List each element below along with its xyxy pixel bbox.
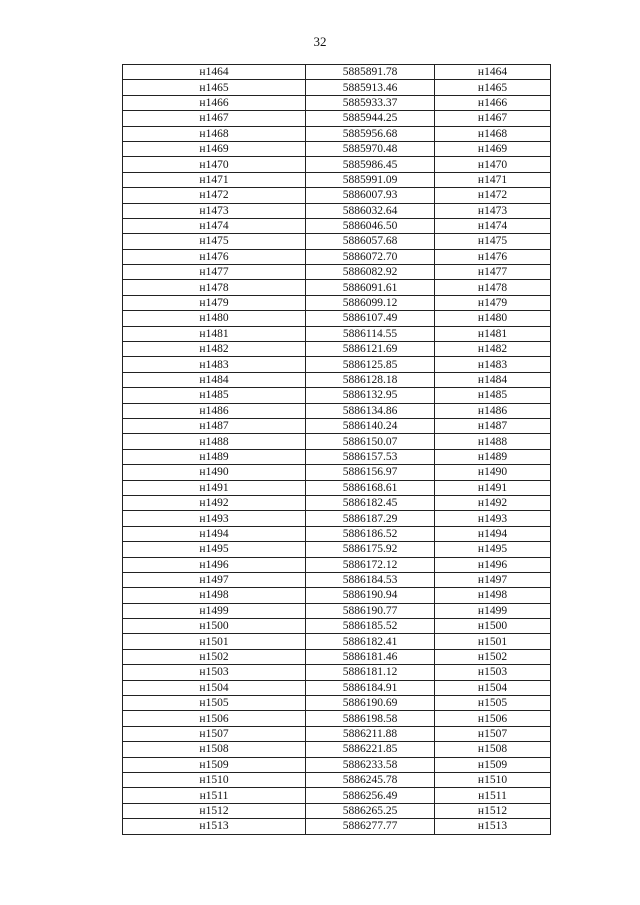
coordinate-cell: 5886140.24 [306,418,435,433]
point-ref-cell: н1468 [435,126,551,141]
coordinate-cell: 5885944.25 [306,111,435,126]
point-ref-cell: н1475 [435,234,551,249]
coordinate-cell: 5886157.53 [306,449,435,464]
table-row [123,649,551,664]
point-id-cell: н1496 [123,557,306,572]
point-id-cell: н1467 [123,111,306,126]
table-row [123,588,551,603]
point-ref-cell: н1482 [435,342,551,357]
table-row [123,434,551,449]
coordinate-cell: 5886125.85 [306,357,435,372]
coordinates-table [122,64,551,835]
table-row [123,603,551,618]
point-ref-cell: н1480 [435,311,551,326]
table-row [123,742,551,757]
point-id-cell: н1466 [123,95,306,110]
coordinate-cell: 5886046.50 [306,218,435,233]
coordinate-cell: 5886181.46 [306,649,435,664]
point-id-cell: н1499 [123,603,306,618]
coordinate-cell: 5886128.18 [306,372,435,387]
table-row [123,234,551,249]
point-ref-cell: н1470 [435,157,551,172]
point-ref-cell: н1494 [435,526,551,541]
point-ref-cell: н1504 [435,680,551,695]
coordinate-cell: 5886211.88 [306,726,435,741]
table-row [123,696,551,711]
coordinate-cell: 5886114.55 [306,326,435,341]
coordinate-cell: 5886057.68 [306,234,435,249]
coordinate-cell: 5886190.94 [306,588,435,603]
point-id-cell: н1490 [123,465,306,480]
coordinate-cell: 5886190.77 [306,603,435,618]
table-row [123,526,551,541]
coordinate-cell: 5886190.69 [306,696,435,711]
point-id-cell: н1510 [123,772,306,787]
coordinate-cell: 5886277.77 [306,819,435,834]
table-row [123,126,551,141]
point-ref-cell: н1502 [435,649,551,664]
coordinate-cell: 5886184.53 [306,572,435,587]
point-ref-cell: н1510 [435,772,551,787]
point-id-cell: н1498 [123,588,306,603]
point-ref-cell: н1472 [435,188,551,203]
point-ref-cell: н1497 [435,572,551,587]
table-row [123,572,551,587]
coordinate-cell: 5886091.61 [306,280,435,295]
point-id-cell: н1465 [123,80,306,95]
table-row [123,280,551,295]
coordinate-cell: 5885970.48 [306,141,435,156]
point-ref-cell: н1491 [435,480,551,495]
point-ref-cell: н1471 [435,172,551,187]
point-id-cell: н1493 [123,511,306,526]
coordinate-cell: 5886132.95 [306,388,435,403]
coordinate-cell: 5886121.69 [306,342,435,357]
coordinate-cell: 5886099.12 [306,295,435,310]
table-row [123,465,551,480]
table-row [123,311,551,326]
point-id-cell: н1492 [123,495,306,510]
point-id-cell: н1469 [123,141,306,156]
coordinate-cell: 5886182.41 [306,634,435,649]
coordinate-cell: 5885991.09 [306,172,435,187]
coordinate-cell: 5886156.97 [306,465,435,480]
table-row [123,326,551,341]
coordinate-cell: 5886184.91 [306,680,435,695]
coordinate-cell: 5886187.29 [306,511,435,526]
point-ref-cell: н1464 [435,65,551,80]
coordinate-cell: 5886198.58 [306,711,435,726]
coordinate-cell: 5886134.86 [306,403,435,418]
point-id-cell: н1511 [123,788,306,803]
point-id-cell: н1507 [123,726,306,741]
coordinate-cell: 5886082.92 [306,265,435,280]
coordinate-cell: 5886185.52 [306,619,435,634]
table-row [123,819,551,834]
coordinate-cell: 5886245.78 [306,772,435,787]
point-id-cell: н1477 [123,265,306,280]
point-ref-cell: н1500 [435,619,551,634]
point-id-cell: н1488 [123,434,306,449]
table-row [123,680,551,695]
coordinate-cell: 5886168.61 [306,480,435,495]
point-ref-cell: н1474 [435,218,551,233]
point-id-cell: н1506 [123,711,306,726]
table-row [123,449,551,464]
point-id-cell: н1471 [123,172,306,187]
point-id-cell: н1472 [123,188,306,203]
coordinate-cell: 5886233.58 [306,757,435,772]
point-ref-cell: н1511 [435,788,551,803]
table-row [123,80,551,95]
point-ref-cell: н1479 [435,295,551,310]
point-id-cell: н1486 [123,403,306,418]
table-row [123,388,551,403]
point-id-cell: н1503 [123,665,306,680]
table-row [123,619,551,634]
table-row [123,542,551,557]
table-row [123,357,551,372]
table-row [123,295,551,310]
coordinate-cell: 5886032.64 [306,203,435,218]
point-id-cell: н1505 [123,696,306,711]
table-row [123,249,551,264]
table-row [123,203,551,218]
point-id-cell: н1508 [123,742,306,757]
point-id-cell: н1497 [123,572,306,587]
point-id-cell: н1483 [123,357,306,372]
point-ref-cell: н1508 [435,742,551,757]
table-body [123,65,551,835]
point-id-cell: н1470 [123,157,306,172]
point-ref-cell: н1467 [435,111,551,126]
coordinate-cell: 5885986.45 [306,157,435,172]
table-row [123,141,551,156]
table-row [123,95,551,110]
point-ref-cell: н1483 [435,357,551,372]
page-number: 32 [313,34,327,49]
coordinate-cell: 5886072.70 [306,249,435,264]
point-id-cell: н1474 [123,218,306,233]
table-row [123,726,551,741]
point-ref-cell: н1473 [435,203,551,218]
point-id-cell: н1476 [123,249,306,264]
coordinate-cell: 5886107.49 [306,311,435,326]
coordinate-cell: 5885956.68 [306,126,435,141]
point-id-cell: н1494 [123,526,306,541]
point-ref-cell: н1506 [435,711,551,726]
table-row [123,188,551,203]
coordinate-cell: 5886182.45 [306,495,435,510]
table-row [123,711,551,726]
point-id-cell: н1500 [123,619,306,634]
point-ref-cell: н1478 [435,280,551,295]
point-ref-cell: н1493 [435,511,551,526]
point-id-cell: н1509 [123,757,306,772]
table-row [123,788,551,803]
point-ref-cell: н1492 [435,495,551,510]
point-ref-cell: н1485 [435,388,551,403]
point-id-cell: н1495 [123,542,306,557]
point-ref-cell: н1489 [435,449,551,464]
point-ref-cell: н1496 [435,557,551,572]
point-id-cell: н1475 [123,234,306,249]
coordinate-cell: 5886172.12 [306,557,435,572]
point-ref-cell: н1507 [435,726,551,741]
table-row [123,111,551,126]
point-ref-cell: н1486 [435,403,551,418]
point-ref-cell: н1503 [435,665,551,680]
point-ref-cell: н1513 [435,819,551,834]
point-ref-cell: н1498 [435,588,551,603]
point-id-cell: н1491 [123,480,306,495]
point-ref-cell: н1469 [435,141,551,156]
point-ref-cell: н1505 [435,696,551,711]
coordinate-cell: 5886186.52 [306,526,435,541]
table-row [123,265,551,280]
table-row [123,557,551,572]
coordinate-cell: 5886150.07 [306,434,435,449]
coordinate-cell: 5886256.49 [306,788,435,803]
point-id-cell: н1489 [123,449,306,464]
point-ref-cell: н1490 [435,465,551,480]
coordinate-cell: 5886221.85 [306,742,435,757]
point-ref-cell: н1466 [435,95,551,110]
table-row [123,665,551,680]
coordinate-cell: 5886007.93 [306,188,435,203]
point-ref-cell: н1484 [435,372,551,387]
coordinate-cell: 5886181.12 [306,665,435,680]
point-id-cell: н1484 [123,372,306,387]
point-ref-cell: н1476 [435,249,551,264]
point-ref-cell: н1481 [435,326,551,341]
point-ref-cell: н1512 [435,803,551,818]
point-id-cell: н1512 [123,803,306,818]
point-ref-cell: н1495 [435,542,551,557]
point-ref-cell: н1477 [435,265,551,280]
point-id-cell: н1502 [123,649,306,664]
table-row [123,172,551,187]
point-id-cell: н1501 [123,634,306,649]
coordinate-cell: 5885933.37 [306,95,435,110]
point-ref-cell: н1488 [435,434,551,449]
point-ref-cell: н1509 [435,757,551,772]
point-ref-cell: н1465 [435,80,551,95]
table-row [123,803,551,818]
table-row [123,480,551,495]
table-row [123,511,551,526]
point-id-cell: н1482 [123,342,306,357]
table-row [123,403,551,418]
coordinate-cell: 5886175.92 [306,542,435,557]
point-id-cell: н1480 [123,311,306,326]
table-row [123,218,551,233]
table-row [123,157,551,172]
table-row [123,772,551,787]
point-id-cell: н1468 [123,126,306,141]
point-ref-cell: н1501 [435,634,551,649]
point-id-cell: н1478 [123,280,306,295]
point-ref-cell: н1499 [435,603,551,618]
coordinate-cell: 5885891.78 [306,65,435,80]
table-row [123,634,551,649]
coordinate-cell: 5886265.25 [306,803,435,818]
table-row [123,372,551,387]
point-id-cell: н1504 [123,680,306,695]
point-id-cell: н1473 [123,203,306,218]
point-id-cell: н1481 [123,326,306,341]
point-id-cell: н1464 [123,65,306,80]
coordinate-cell: 5885913.46 [306,80,435,95]
point-id-cell: н1485 [123,388,306,403]
table-row [123,418,551,433]
point-id-cell: н1487 [123,418,306,433]
table-row [123,757,551,772]
table-row [123,65,551,80]
point-id-cell: н1479 [123,295,306,310]
point-ref-cell: н1487 [435,418,551,433]
table-row [123,342,551,357]
table-row [123,495,551,510]
point-id-cell: н1513 [123,819,306,834]
